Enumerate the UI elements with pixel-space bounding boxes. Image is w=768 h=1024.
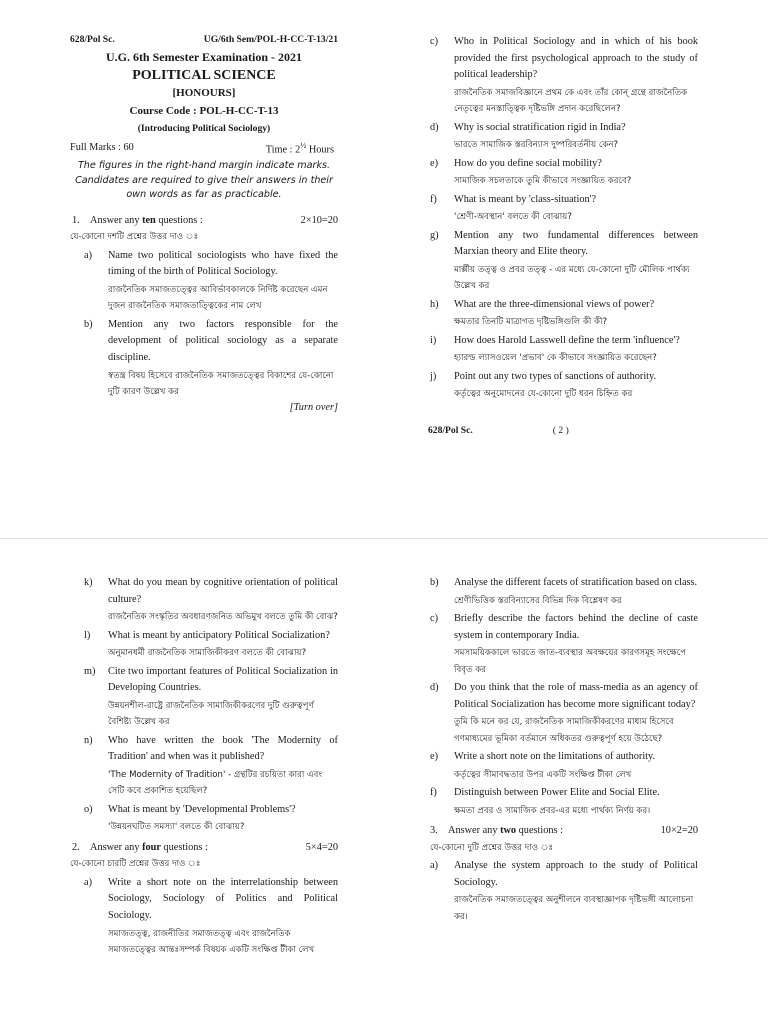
question-item: i) How does Harold Lasswell define the term 'influence'? হ্যারল্ড ল্যাসওয়েল 'প্রভাব' কে কীভাবে সংজ্ঞায়িত করেছেন? xyxy=(430,334,680,364)
page-header xyxy=(70,32,338,48)
full-marks: Full Marks : 60 xyxy=(70,142,134,154)
question-item: c) Briefly describe the factors behind the decline of caste system in contemporary India. সমসাময়িককালে ভারতে জাত-ব্যবস্থার অবক্ষয়ের কারণসমূহ সংক্ষেপে বিবৃত কর xyxy=(430,613,698,675)
exam-code: UG/6th Sem/POL-H-CC-T-13/21 xyxy=(203,34,338,45)
page1-left-column xyxy=(70,32,338,417)
question-item: b) Mention any two factors responsible for the development of political sociology as a separate discipline. স্বতন্ত্র বিষয় হিসেবে রাজনৈতিক সমাজতত্ত্বের বিকাশের যে-কোনো দুটি কারণ উল্লেখ কর xyxy=(84,318,338,397)
page1-right-column xyxy=(430,32,698,438)
q1-number: 1. xyxy=(72,214,80,226)
honours-label: [HONOURS] xyxy=(172,87,236,100)
page2-left-column xyxy=(70,573,338,958)
q2-bengali-prompt: যে-কোনো চারটি প্রশ্নের উত্তর দাও ঃ xyxy=(70,859,201,870)
question-item: n) Who have written the book 'The Modernity of Tradition' and when was it published? 'The Modernity of Tradition' - গ্রন্থটির রচয়িতা কারা এবং সেটি কবে প্রকাশিত হয়েছিল? xyxy=(84,734,338,797)
question-item: h) What are the three-dimensional views of power? ক্ষমতার তিনটি মাত্রাগত দৃষ্টিভঙ্গিগুলি কী কী? xyxy=(430,298,655,328)
q1-marks: 2×10=20 xyxy=(300,214,338,226)
question-item: d) Why is social stratification rigid in India? ভারতে সামাজিক স্তরবিন্যাস দুষ্পরিবর্তনীয় কেন? xyxy=(430,121,626,151)
q1-bengali-prompt: যে-কোনো দশটি প্রশ্নের উত্তর দাও ঃ xyxy=(70,232,199,243)
question-item: d) Do you think that the role of mass-media as an agency of Political Socialization has become more significant today? তুমি কি মনে কর যে, রাজনৈতিক সামাজিকীকরণের মাধ্যম হিসেবে গণমাধ্যমের ভূমিকা বর্তমানে অধিকতর গুরুত্বপূর্ণ হয়ে উঠেছে? xyxy=(430,682,698,744)
turn-over: [Turn over] xyxy=(289,402,338,414)
q1-heading: 1. Answer any ten questions : 2×10=20 xyxy=(70,213,338,230)
marks-time-row xyxy=(70,140,338,159)
time-fraction: ½ xyxy=(300,141,307,151)
question-item: o) What is meant by 'Developmental Problems'? 'উন্নয়নঘটিত সমস্যা' বলতে কী বোঝায়? xyxy=(84,803,296,833)
question-item: c) Who in Political Sociology and in which of his book provided the first psychological approach to the study of political leadership? রাজনৈতিক সমাজবিজ্ঞানে প্রথম কে এবং তাঁর কোন্ গ্রন্থে রাজনৈতিক নেতৃত্বের মনস্তাত্ত্বিক দৃষ্টিভঙ্গি প্রদান করেছিলেন? xyxy=(430,36,698,115)
question-item: b) Analyse the different facets of stratification based on class. শ্রেণীভিত্তিক স্তরবিন্যাসের বিভিন্ন দিক বিশ্লেষণ কর xyxy=(430,577,698,606)
q3-bengali-prompt: যে-কোনো দুটি প্রশ্নের উত্তর দাও ঃ xyxy=(430,842,554,853)
page-number: ( 2 ) xyxy=(552,424,569,436)
question-item: a) Name two political sociologists who have fixed the timing of the birth of Political Sociology. রাজনৈতিক সমাজতত্ত্বের আবির্ভাবকালকে নির্দিষ্ট করেছেন এমন দুজন রাজনৈতিক সমাজতাত্ত্বিকের নাম লেখ xyxy=(84,249,338,312)
question-item: f) What is meant by 'class-situation'? 'শ্রেণী-অবস্থান' বলতে কী বোঝায়? xyxy=(430,193,597,223)
question-item: a) Analyse the system approach to the study of Political Sociology. রাজনৈতিক সমাজতত্ত্বের অনুশীলনে ব্যবস্থাজ্ঞাপক দৃষ্টিভঙ্গী আলোচনা কর। xyxy=(430,860,698,922)
question-item: m) Cite two important features of Political Socialization in Developing Countries. উন্নয়নশীল-রাষ্ট্রে রাজনৈতিক সামাজিকীকরণের দুটি গুরুত্বপূর্ণ বৈশিষ্ট্য উল্লেখ কর xyxy=(84,665,338,728)
question-item: g) Mention any two fundamental differences between Marxian theory and Elite theory. মার্ক্সীয় তত্ত্ব ও প্রবর তত্ত্ব - এর মধ্যে যে-কোনো দুটি মৌলিক পার্থক্য উল্লেখ কর xyxy=(430,229,698,292)
page2-right-column xyxy=(430,573,698,925)
q3-number: 3. xyxy=(430,825,438,836)
paper-code: 628/Pol Sc. xyxy=(70,34,115,45)
time-allowed: Time : $2^{\frac{1}{2}}$ Hours xyxy=(265,141,334,156)
q2-marks: 5×4=20 xyxy=(305,841,338,853)
paper-title: (Introducing Political Sociology) xyxy=(137,122,271,134)
instructions: The figures in the right-hand margin indicate marks. Candidates are required to give their answers in their own words as far as practicable. xyxy=(75,160,333,201)
q2-number: 2. xyxy=(72,841,80,853)
q2-heading: 2. Answer any four questions : 5×4=20 xyxy=(70,840,338,857)
q3-heading: 3. Answer any two questions : 10×2=20 xyxy=(428,823,698,840)
question-item: a) Write a short note on the interrelationship between Sociology, Sociology of Politics and Political Sociology. সমাজতত্ত্ব, রাজনীতির সমাজতত্ত্ব এবং রাজনৈতিক সমাজতত্ত্বের আন্তঃসম্পর্ক বিষয়ক একটি সংক্ষিপ্ত টীকা লেখ xyxy=(84,876,338,956)
question-item: l) What is meant by anticipatory Political Socialization? অনুমানধর্মী রাজনৈতিক সামাজিকীকরণ বলতে কী বোঝায়? xyxy=(84,629,330,659)
course-code: Course Code : POL-H-CC-T-13 xyxy=(129,104,279,117)
subject-title: POLITICAL SCIENCE xyxy=(132,67,276,83)
exam-title: U.G. 6th Semester Examination - 2021 xyxy=(105,49,303,64)
question-item: f) Distinguish between Power Elite and Social Elite. ক্ষমতা প্রবর ও সামাজিক প্রবর-এর মধ্যে পার্থক্য নির্ণয় কর। xyxy=(430,787,660,816)
question-item: k) What do you mean by cognitive orientation of political culture? রাজনৈতিক সংস্কৃতির অবধারণজনিত অভিমুখ বলতে তুমি কী বোঝ? xyxy=(84,577,338,623)
q3-marks: 10×2=20 xyxy=(660,825,698,836)
question-item: e) How do you define social mobility? সামাজিক সচলতাকে তুমি কীভাবে সংজ্ঞায়িত করবে? xyxy=(430,157,632,187)
page-footer xyxy=(428,423,698,439)
question-item: j) Point out any two types of sanctions of authority. কর্তৃত্বের অনুমোদনের যে-কোনো দুটি ধরন চিহ্নিত কর xyxy=(430,370,657,400)
footer-code: 628/Pol Sc. xyxy=(428,424,473,436)
page-divider xyxy=(0,538,768,539)
question-item: e) Write a short note on the limitations of authority. কর্তৃত্বের সীমাবদ্ধতার উপর একটি সংক্ষিপ্ত টীকা লেখ xyxy=(430,751,656,780)
